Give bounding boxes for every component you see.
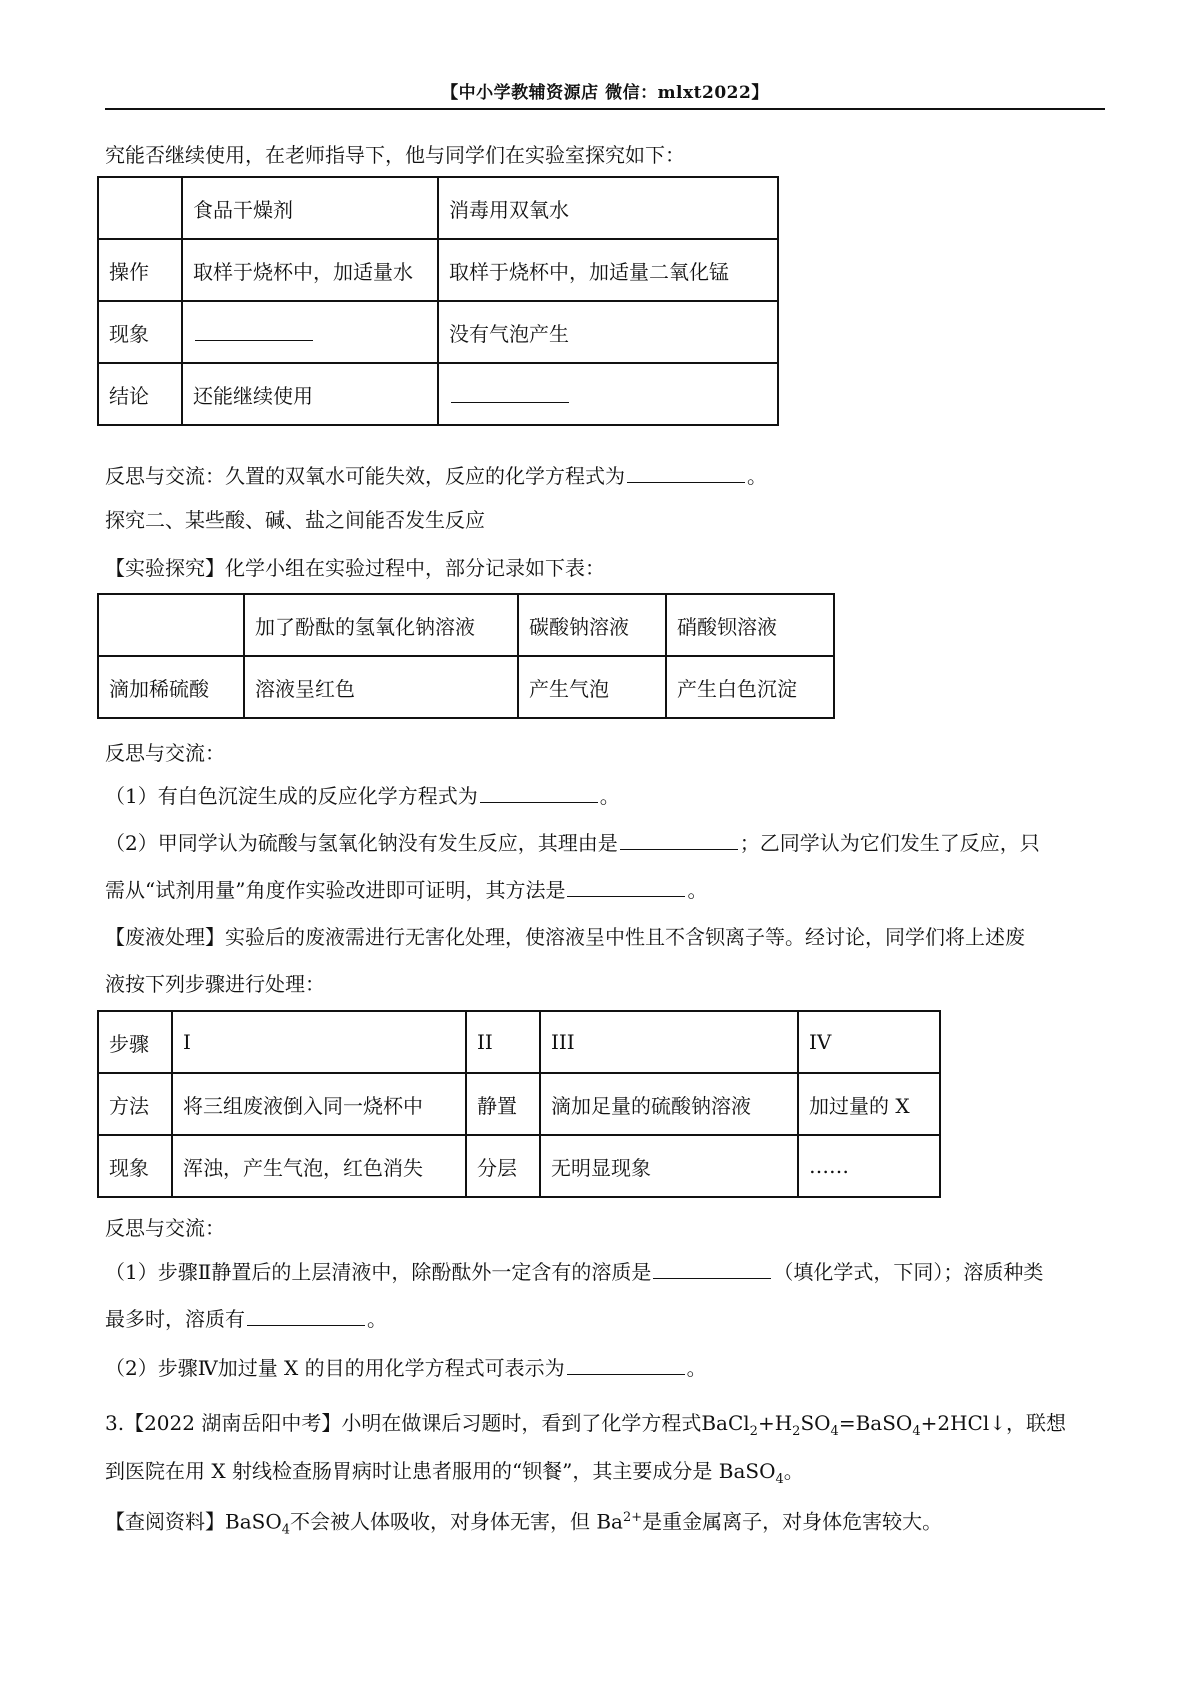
answer-blank[interactable] — [627, 460, 745, 483]
table-cell: 加了酚酞的氢氧化钠溶液 — [244, 594, 518, 656]
answer-blank[interactable] — [451, 380, 569, 403]
q2-suffix: 。 — [687, 878, 708, 902]
table-cell: 产生气泡 — [518, 656, 666, 718]
r1-suffix: 。 — [367, 1307, 387, 1331]
table-cell: 浑浊，产生气泡，红色消失 — [172, 1135, 466, 1197]
table-cell: 碳酸钠溶液 — [518, 594, 666, 656]
eq-sub: 4 — [912, 1424, 921, 1439]
answer-blank[interactable] — [567, 1352, 685, 1375]
table-row — [98, 301, 778, 363]
r2-suffix: 。 — [686, 1356, 707, 1380]
eq-part: =BaSO — [838, 1411, 913, 1435]
q3-end: 。 — [783, 1459, 804, 1483]
eq-sub: 4 — [830, 1424, 839, 1439]
table-cell: 消毒用双氧水 — [438, 177, 778, 239]
waste-line-1: 【废液处理】实验后的废液需进行无害化处理，使溶液呈中性且不含钡离子等。经讨论，同学们将上述废 — [105, 925, 1025, 949]
lookup-line — [105, 1503, 942, 1546]
r1-line-2 — [105, 1303, 387, 1334]
equation — [701, 1411, 1006, 1439]
precipitate-arrow: ↓ — [989, 1411, 1006, 1435]
q3-line-1 — [105, 1408, 1066, 1447]
eq-part: +2HCl — [920, 1411, 990, 1435]
table-cell: 操作 — [98, 239, 182, 301]
table-cell — [98, 594, 244, 656]
table-cell: 产生白色沉淀 — [666, 656, 834, 718]
table-row — [98, 1135, 940, 1197]
section2-title: 探究二、某些酸、碱、盐之间能否发生反应 — [105, 508, 485, 532]
waste-line-2: 液按下列步骤进行处理： — [105, 972, 325, 996]
r1-text: （1）步骤Ⅱ静置后的上层清液中，除酚酞外一定含有的溶质是 — [105, 1260, 652, 1284]
table-cell: 方法 — [98, 1073, 172, 1135]
q3-text: 3.【2022 湖南岳阳中考】小明在做课后习题时，看到了化学方程式 — [105, 1411, 702, 1435]
q2-text-2: ；乙同学认为它们发生了反应，只 — [739, 831, 1040, 855]
lookup-sub: 4 — [281, 1522, 290, 1538]
lookup-sup: 2+ — [622, 1510, 643, 1525]
page-header: 【中小学教辅资源店 微信：mlxt2022】 — [441, 83, 769, 103]
q3-text-2: 到医院在用 X 射线检查肠胃病时让患者服用的“钡餐”，其主要成分是 BaSO — [105, 1459, 776, 1483]
q3-suffix: ，联想 — [1005, 1411, 1066, 1435]
table-cell: II — [466, 1011, 540, 1073]
reflect2-title: 反思与交流： — [105, 741, 225, 765]
lookup-suffix: 是重金属离子，对身体危害较大。 — [642, 1509, 943, 1534]
table-cell: 将三组废液倒入同一烧杯中 — [172, 1073, 466, 1135]
q3-sub: 4 — [775, 1472, 784, 1487]
table-row — [98, 177, 778, 239]
r1-text-2: （填化学式，下同）；溶质种类 — [773, 1260, 1044, 1284]
table-cell: 滴加足量的硫酸钠溶液 — [540, 1073, 798, 1135]
reflect1-text: 反思与交流：久置的双氧水可能失效，反应的化学方程式为 — [105, 464, 625, 488]
table-cell: 现象 — [98, 1135, 172, 1197]
table-row — [98, 594, 834, 656]
answer-blank[interactable] — [480, 780, 598, 803]
q2-text: （2）甲同学认为硫酸与氢氧化钠没有发生反应，其理由是 — [105, 831, 618, 855]
header-divider — [105, 108, 1105, 110]
lookup-text-2: 不会被人体吸收，对身体无害，但 Ba — [290, 1509, 623, 1534]
table-cell: III — [540, 1011, 798, 1073]
intro-line: 究能否继续使用，在老师指导下，他与同学们在实验室探究如下： — [105, 143, 685, 167]
reflect3-title: 反思与交流： — [105, 1216, 225, 1240]
table-cell: 滴加稀硫酸 — [98, 656, 244, 718]
table-cell: I — [172, 1011, 466, 1073]
table-waste — [97, 1010, 941, 1198]
table-cell: 溶液呈红色 — [244, 656, 518, 718]
table-row — [98, 656, 834, 718]
table-row — [98, 363, 778, 425]
table-cell: IV — [798, 1011, 940, 1073]
table-cell: 现象 — [98, 301, 182, 363]
experiment-line: 【实验探究】化学小组在实验过程中，部分记录如下表： — [105, 556, 605, 580]
eq-sub: 2 — [749, 1424, 758, 1439]
eq-sub: 2 — [792, 1424, 801, 1439]
r2-text: （2）步骤Ⅳ加过量 X 的目的用化学方程式可表示为 — [105, 1356, 565, 1380]
table-cell: 取样于烧杯中，加适量水 — [182, 239, 438, 301]
q1-suffix: 。 — [599, 784, 620, 808]
answer-blank[interactable] — [653, 1256, 771, 1279]
table-row — [98, 1073, 940, 1135]
table-cell: 步骤 — [98, 1011, 172, 1073]
lookup-text: 【查阅资料】BaSO — [105, 1509, 282, 1534]
table-cell: 静置 — [466, 1073, 540, 1135]
answer-blank[interactable] — [247, 1303, 365, 1326]
table-cell: 食品干燥剂 — [182, 177, 438, 239]
q2-text-3: 需从“试剂用量”角度作实验改进即可证明，其方法是 — [105, 878, 566, 902]
table-cell: 取样于烧杯中，加适量二氧化锰 — [438, 239, 778, 301]
reflect1-suffix: 。 — [747, 464, 767, 488]
reflect1-line — [105, 460, 767, 491]
table-cell: 无明显现象 — [540, 1135, 798, 1197]
r1-text-3: 最多时，溶质有 — [105, 1307, 245, 1331]
eq-part: SO — [800, 1411, 831, 1435]
table-cell: …… — [798, 1135, 940, 1197]
q2-line-2 — [105, 874, 707, 905]
eq-part: +H — [757, 1411, 793, 1435]
table-experiment-1 — [97, 176, 779, 426]
table-cell: 分层 — [466, 1135, 540, 1197]
table-cell — [98, 177, 182, 239]
table-cell — [438, 363, 778, 425]
table-cell: 结论 — [98, 363, 182, 425]
q1-text: （1）有白色沉淀生成的反应化学方程式为 — [105, 784, 478, 808]
answer-blank[interactable] — [567, 874, 685, 897]
r2-line — [105, 1352, 707, 1383]
answer-blank[interactable] — [195, 318, 313, 341]
table-cell: 硝酸钡溶液 — [666, 594, 834, 656]
table-experiment-2 — [97, 593, 835, 719]
q2-line-1 — [105, 827, 1040, 858]
q1-line — [105, 780, 620, 811]
answer-blank[interactable] — [620, 827, 738, 850]
table-row — [98, 239, 778, 301]
table-cell — [182, 301, 438, 363]
table-row — [98, 1011, 940, 1073]
table-cell: 加过量的 X — [798, 1073, 940, 1135]
r1-line-1 — [105, 1256, 1043, 1287]
table-cell: 还能继续使用 — [182, 363, 438, 425]
eq-part: BaCl — [701, 1411, 750, 1435]
table-cell: 没有气泡产生 — [438, 301, 778, 363]
q3-line-2 — [105, 1456, 804, 1495]
